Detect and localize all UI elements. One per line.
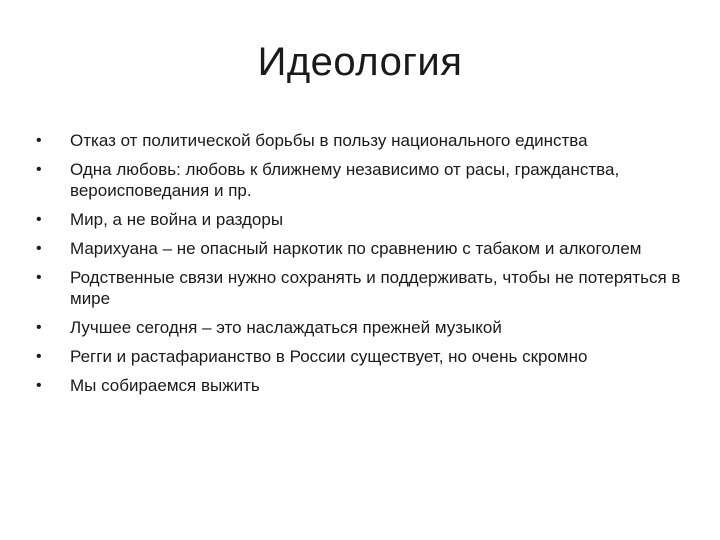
- bullet-text: Марихуана – не опасный наркотик по сравнению с табаком и алкоголем: [70, 239, 642, 258]
- bullet-icon: •: [36, 319, 42, 336]
- bullet-item: [36, 159, 686, 201]
- bullet-text: Регги и растафарианство в России существует, но очень скромно: [70, 347, 588, 366]
- bullet-icon: •: [36, 161, 42, 178]
- bullet-icon: •: [36, 377, 42, 394]
- bullet-text: Отказ от политической борьбы в пользу национального единства: [70, 131, 588, 150]
- bullet-icon: •: [36, 132, 42, 149]
- bullet-list: [36, 130, 686, 404]
- bullet-icon: •: [36, 211, 42, 228]
- slide-title: Идеология: [257, 40, 463, 84]
- bullet-item: [36, 267, 686, 309]
- bullet-item: [36, 130, 686, 151]
- bullet-item: [36, 209, 686, 230]
- bullet-item: [36, 238, 686, 259]
- bullet-item: [36, 346, 686, 367]
- bullet-item: [36, 375, 686, 396]
- bullet-item: [36, 317, 686, 338]
- bullet-text: Одна любовь: любовь к ближнему независимо от расы, гражданства, вероисповедания и пр.: [70, 160, 620, 200]
- bullet-text: Лучшее сегодня – это наслаждаться прежней музыкой: [70, 318, 502, 337]
- bullet-text: Мы собираемся выжить: [70, 376, 260, 395]
- bullet-icon: •: [36, 348, 42, 365]
- bullet-icon: •: [36, 269, 42, 286]
- bullet-text: Родственные связи нужно сохранять и поддерживать, чтобы не потеряться в мире: [70, 268, 681, 308]
- bullet-text: Мир, а не война и раздоры: [70, 210, 284, 229]
- bullet-icon: •: [36, 240, 42, 257]
